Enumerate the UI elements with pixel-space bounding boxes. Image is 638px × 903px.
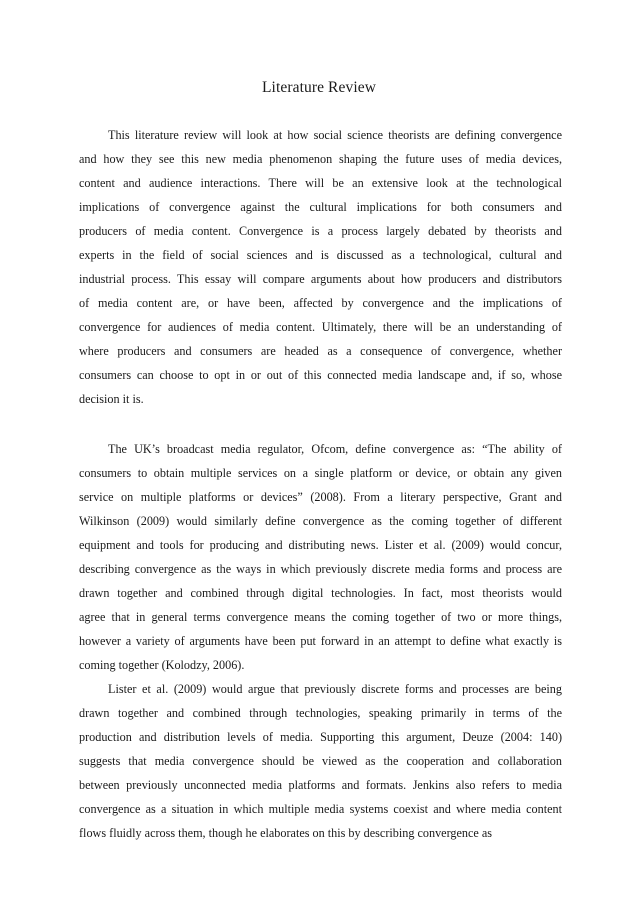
- paragraph-line: decision it is.: [79, 392, 144, 406]
- paragraph-line: content and audience interactions. There will be an extensive look at the technological: [79, 176, 562, 190]
- paragraph-line: Wilkinson (2009) would similarly define convergence as the coming together of different: [79, 514, 562, 528]
- paragraph-line: coming together (Kolodzy, 2006).: [79, 658, 245, 672]
- paragraph-line: convergence as a situation in which multiple media systems coexist and where media content: [79, 802, 562, 816]
- paragraph-line: flows fluidly across them, though he elaborates on this by describing convergence as: [79, 826, 493, 840]
- paragraph-line: The UK’s broadcast media regulator, Ofcom, define convergence as: “The ability of: [108, 442, 562, 456]
- paragraph-line: however a variety of arguments have been put forward in an attempt to define what exactly is: [79, 634, 562, 648]
- paragraph-line: This literature review will look at how social science theorists are defining convergence: [108, 128, 562, 142]
- paragraph-line: suggests that media convergence should be viewed as the cooperation and collaboration: [79, 754, 562, 768]
- paragraph-line: Lister et al. (2009) would argue that previously discrete forms and processes are being: [108, 682, 562, 696]
- paragraph-line: of media content are, or have been, affected by convergence and the implications of: [79, 296, 562, 310]
- paragraph-line: industrial process. This essay will compare arguments about how producers and distributors: [79, 272, 562, 286]
- paragraph-line: production and distribution levels of media. Supporting this argument, Deuze (2004: 140): [79, 730, 562, 744]
- paragraph-line: drawn together and combined through digital technologies. In fact, most theorists would: [79, 586, 562, 600]
- paragraph-line: convergence for audiences of media content. Ultimately, there will be an understanding of: [79, 320, 562, 334]
- paragraph-line: and how they see this new media phenomenon shaping the future uses of media devices,: [79, 152, 562, 166]
- page-title: Literature Review: [261, 79, 377, 96]
- paragraph-line: service on multiple platforms or devices” (2008). From a literary perspective, Grant and: [79, 490, 562, 504]
- paragraph-line: equipment and tools for producing and distributing news. Lister et al. (2009) would concur,: [79, 538, 562, 552]
- paragraph-line: producers of media content. Convergence is a process largely debated by theorists and: [79, 224, 562, 238]
- paragraph-line: consumers to obtain multiple services on a single platform or device, or obtain any given: [79, 466, 562, 480]
- paragraph-line: implications of convergence against the cultural implications for both consumers and: [79, 200, 562, 214]
- paragraph-line: describing convergence as the ways in which previously discrete media forms and process are: [79, 562, 562, 576]
- paragraph-line: between previously unconnected media platforms and formats. Jenkins also refers to media: [79, 778, 562, 792]
- paragraph-line: where producers and consumers are headed as a consequence of convergence, whether: [79, 344, 562, 358]
- paragraph-line: drawn together and combined through technologies, speaking primarily in terms of the: [79, 706, 562, 720]
- paragraph-line: consumers can choose to opt in or out of this connected media landscape and, if so, whose: [79, 368, 562, 382]
- paragraph-line: experts in the field of social sciences and is discussed as a technological, cultural and: [79, 248, 562, 262]
- paragraph-line: agree that in general terms convergence means the coming together of two or more things,: [79, 610, 562, 624]
